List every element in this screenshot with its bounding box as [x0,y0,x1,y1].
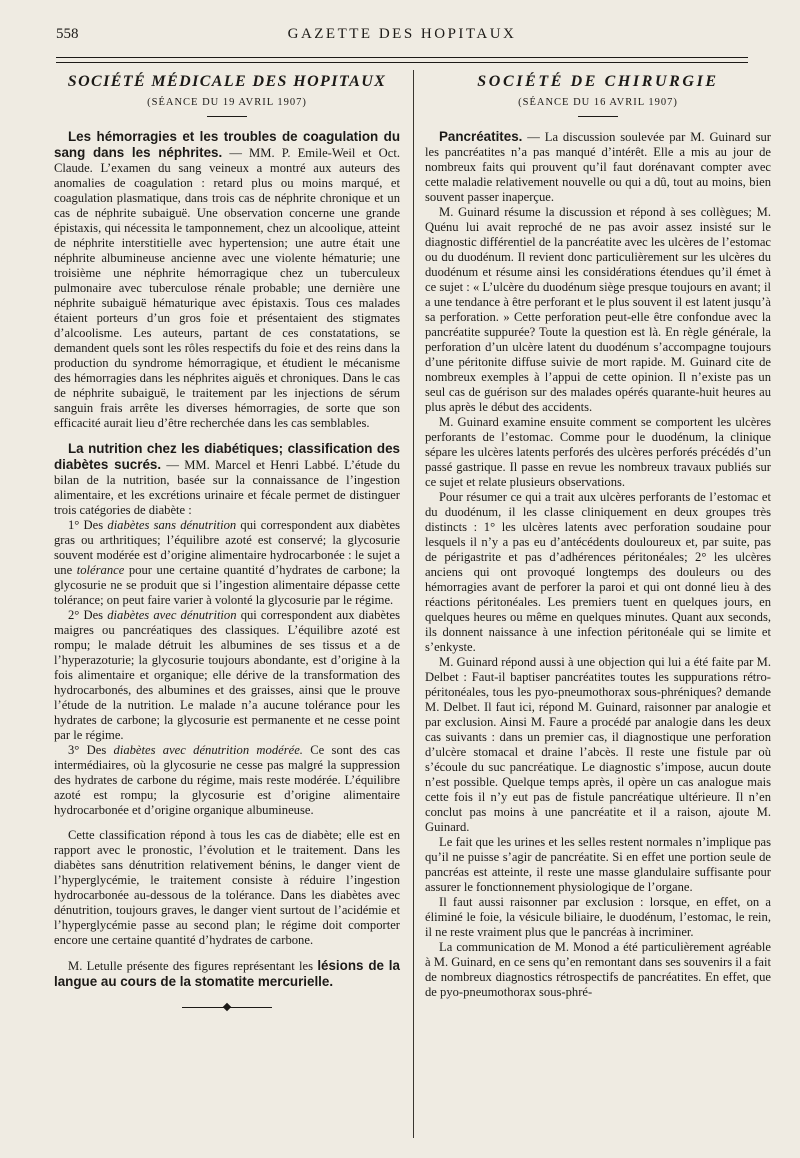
article-pancreatites: Pancréatites. — La discussion soulevée par M. Guinard sur les pancréatites n’a pas manqué d’intérêt. Elle a mis au jour de nombreux faits qui prouvent qu’il faut dorénavant compter avec cette maladie relativement nouvelle ou qui a dû, tout au moins, bien souvent passer inaperçue. [425,129,771,204]
article-title: La nutrition chez les diabétiques; classification des diabètes sucrés. [54,441,400,472]
session-date: (SÉANCE DU 16 AVRIL 1907) [518,97,678,108]
journal-title: GAZETTE DES HOPITAUX [287,26,517,42]
article-hemorragies [54,129,400,431]
article-title: lésions de la langue au cours de la stomatite mercurielle. [54,958,400,989]
end-ornament [182,1004,272,1012]
society-title: SOCIÉTÉ DE CHIRURGIE [477,73,719,90]
column-divider [413,70,414,1138]
society-title: SOCIÉTÉ MÉDICALE DES HOPITAUX [67,73,387,90]
article-authors: — MM. P. Emile-Weil et Oct. Claude. [54,146,400,175]
header-rule-top [56,57,748,58]
paragraph-category-1: 1° Des diabètes sans dénutrition qui correspondent aux diabètes gras ou arthritiques; l’équilibre azoté est conservé; la glycosurie souvent modérée est d’origine alimentaire hydrocarbonée : le sujet a une tolérance pour une certaine quantité d’hydrates de carbone; la glycosurie ne se produit que si l’ingestion alimentaire dépasse cette tolérance; on peut faire varier à volonté la glycosurie par le régime. [54,518,400,607]
right-column [425,72,771,1000]
article-nutrition [54,441,400,518]
running-head [56,26,748,48]
article-title: Les hémorragies et les troubles de coagulation du sang dans les néphrites. [54,129,400,160]
paragraph: M. Guinard examine ensuite comment se comportent les ulcères perforants de l’estomac. Comme pour le duodénum, la clinique sépare les ulcères latents perforés des ulcères perforés précédés d’un passé gastrique. Il passe en revue les nombreux travaux publiés sur ce sujet et relate plusieurs observations. [425,415,771,489]
section-rule [578,116,618,117]
article-title: Pancréatites. [439,129,523,144]
paragraph: M. Guinard résume la discussion et répond à ses collègues; M. Quénu lui avait reproché de ne pas avoir assez insisté sur le diagnostic différentiel de la pancréatite avec les ulcères de l’estomac ou du duodénum. Il revient donc particulièrement sur les ulcères du duodénum et résume ainsi les considérations étendues qu’il émet à ce sujet : « L’ulcère du duodénum siège presque toujours en avant; il a une tendance à être perforant et le plus souvent il est latent jusqu’à sa perforation. » Cette perforation peut-elle être confondue avec la pancréatite suppurée? Toute la question est là. En règle générale, la perforation d’un ulcère latent du duodénum s’accompagne toujours d’une péritonite diffuse suivie de mort rapide. M. Guinard cite de nombreux exemples à l’appui de cette opinion. Il n’existe pas un seul cas de guérison sur des malades opérés quarante-huit heures au plus après le début des accidents. [425,205,771,414]
article-letulle: M. Letulle présente des figures représentant les lésions de la langue au cours de la stomatite mercurielle. [54,958,400,989]
page-number: 558 [56,26,79,42]
section-rule [207,116,247,117]
article-body: L’étude du bilan de la nutrition, basée sur la connaissance de l’ingestion alimentaire, et les excrétions urinaire et fécale permet de distinguer trois catégories de diabète : [54,458,401,517]
article-authors: — MM. Marcel et Henri Labbé. [166,458,339,472]
paragraph: Pour résumer ce qui a trait aux ulcères perforants de l’estomac et du duodénum, il les classe cliniquement en deux groupes très distincts : 1° les ulcères latents avec perforation soudaine pour lesquels il n’y a pas eu d’antécédents douloureux et, par suite, pas de périgastrite et pas d’adhérences péritonéales; 2° les ulcères anciens qui ont provoqué longtemps des douleurs ou des hémorragies avant de perforer la paroi et qui ont donné lieu à des réactions péritonéales. Les premiers tuent en quelques jours, en quelques heures ou même en quelques minutes. Quant aux seconds, ils donnent naissance à une infection péritonéale qui se limite et s’enkyste. [425,490,771,654]
paragraph: M. Guinard répond aussi à une objection qui lui a été faite par M. Delbet : Faut-il baptiser pancréatites toutes les suppurations rétro-péritonéales, tous les pyo-pneumothorax sous-phréniques? demande M. Delbet. Il faut ici, répond M. Guinard, raisonner par analogie et par exclusion. Ainsi M. Faure a procédé par analogie dans les deux cas suivants : dans un premier cas, il diagnostique une perforation d’ulcère stomacal et draine l’abcès. Il reste une fistule par où s’écoule du suc pancréatique. Le diagnostic s’impose, aucun doute n’est possible. Quelque temps après, il opère un cas analogue mais cette fois il n’y eut pas de fistule pancréatique ultérieure. Il n’en conclut pas moins à une pancréatite et il a raison, ajoute M. Guinard. [425,655,771,834]
left-column [54,72,400,1012]
header-rule-bottom [56,62,748,63]
paragraph-conclusion: Cette classification répond à tous les cas de diabète; elle est en rapport avec le pronostic, l’évolution et le traitement. Dans les diabètes sans dénutrition relativement bénins, le danger vient de l’hyperglycémie, le traitement consiste à réduire l’ingestion hydrocarbonée au-dessous de la tolérance. Dans les diabètes avec dénutrition, toujours graves, le danger vient surtout de l’acidémie et l’hyperglycémie passe au second plan; le régime doit comporter encore une certaine quantité d’hydrates de carbone. [54,828,400,947]
paragraph: Il faut aussi raisonner par exclusion : lorsque, en effet, on a éliminé le foie, la vésicule biliaire, le duodénum, l’estomac, le rein, il ne reste vraiment plus que le pancréas à incriminer. [425,895,771,939]
paragraph-category-3: 3° Des diabètes avec dénutrition modérée. Ce sont des cas intermédiaires, où la glycosurie ne cesse pas malgré la suppression des hydrates de carbone du régime, mais reste modérée. L’équilibre azoté est rompu; la glycosurie est d’origine alimentaire hydrocarbonée et d’origine organique albumineuse. [54,743,400,817]
article-body: L’examen du sang veineux a montré aux auteurs des anomalies de coagulation : retard plus ou moins marqué, et coagulation plasmatique, dans trois cas de néphrite chronique et un cas de néphrite subaiguë. Une observation concerne une grande épistaxis, qui nécessita le tamponnement, chez un alcoolique, atteint de néphrite interstitielle avec hypertension; une autre était une néphrite albumineuse ancienne avec une violente hématurie; une troisième une néphrite hémorragique chez un tuberculeux pulmonaire avec tuberculose rénale probable; une dernière une néphrite subaiguë hématurique avec épistaxis. Tous ces malades étaient porteurs d’un gros foie et présentaient des stigmates d’alcoolisme. Les auteurs, partant de ces constatations, se demandent quels sont les rôles respectifs du foie et des reins dans la production du syndrome hémorragique, et étudient le mécanisme des hémorragies dans les néphrites aiguës et chroniques. Dans le cas de néphrite subaiguë, le traitement par les injections de sérum sanguin frais arrête les diverses hémorragies, de sorte que son efficacité aurait lieu d’être recherchée dans les cas semblables. [54,161,400,430]
session-date: (SÉANCE DU 19 AVRIL 1907) [147,97,307,108]
paragraph: La communication de M. Monod a été particulièrement agréable à M. Guinard, en ce sens qu’en remontant dans ses souvenirs il a fait de nombreux diagnostics rétrospectifs de pancréatites. En effet, que de pyo-pneumothorax sous-phré- [425,940,771,999]
paragraph: Le fait que les urines et les selles restent normales n’implique pas qu’il ne puisse s’agir de pancréatite. Si en effet une portion seule de pancréas est atteinte, il reste une masse glandulaire suffisante pour assurer le fonctionnement physiologique de l’organe. [425,835,771,894]
paragraph-category-2: 2° Des diabètes avec dénutrition qui correspondent aux diabètes maigres ou pancréatiques des classiques. L’équilibre azoté est rompu; le malade détruit les albumines de ses tissus et a de l’hyperazoturie; la glycosurie toujours abondante, est d’origine à la fois alimentaire et organique; elle dérive de la transformation des hydrocarbonés, des albumines et des graisses, ainsi que le prouve l’étude de la nutrition. Le malade n’a aucune tolérance pour les hydrates de carbone; la glycosurie est permanente et ne cesse point par le régime. [54,608,400,742]
